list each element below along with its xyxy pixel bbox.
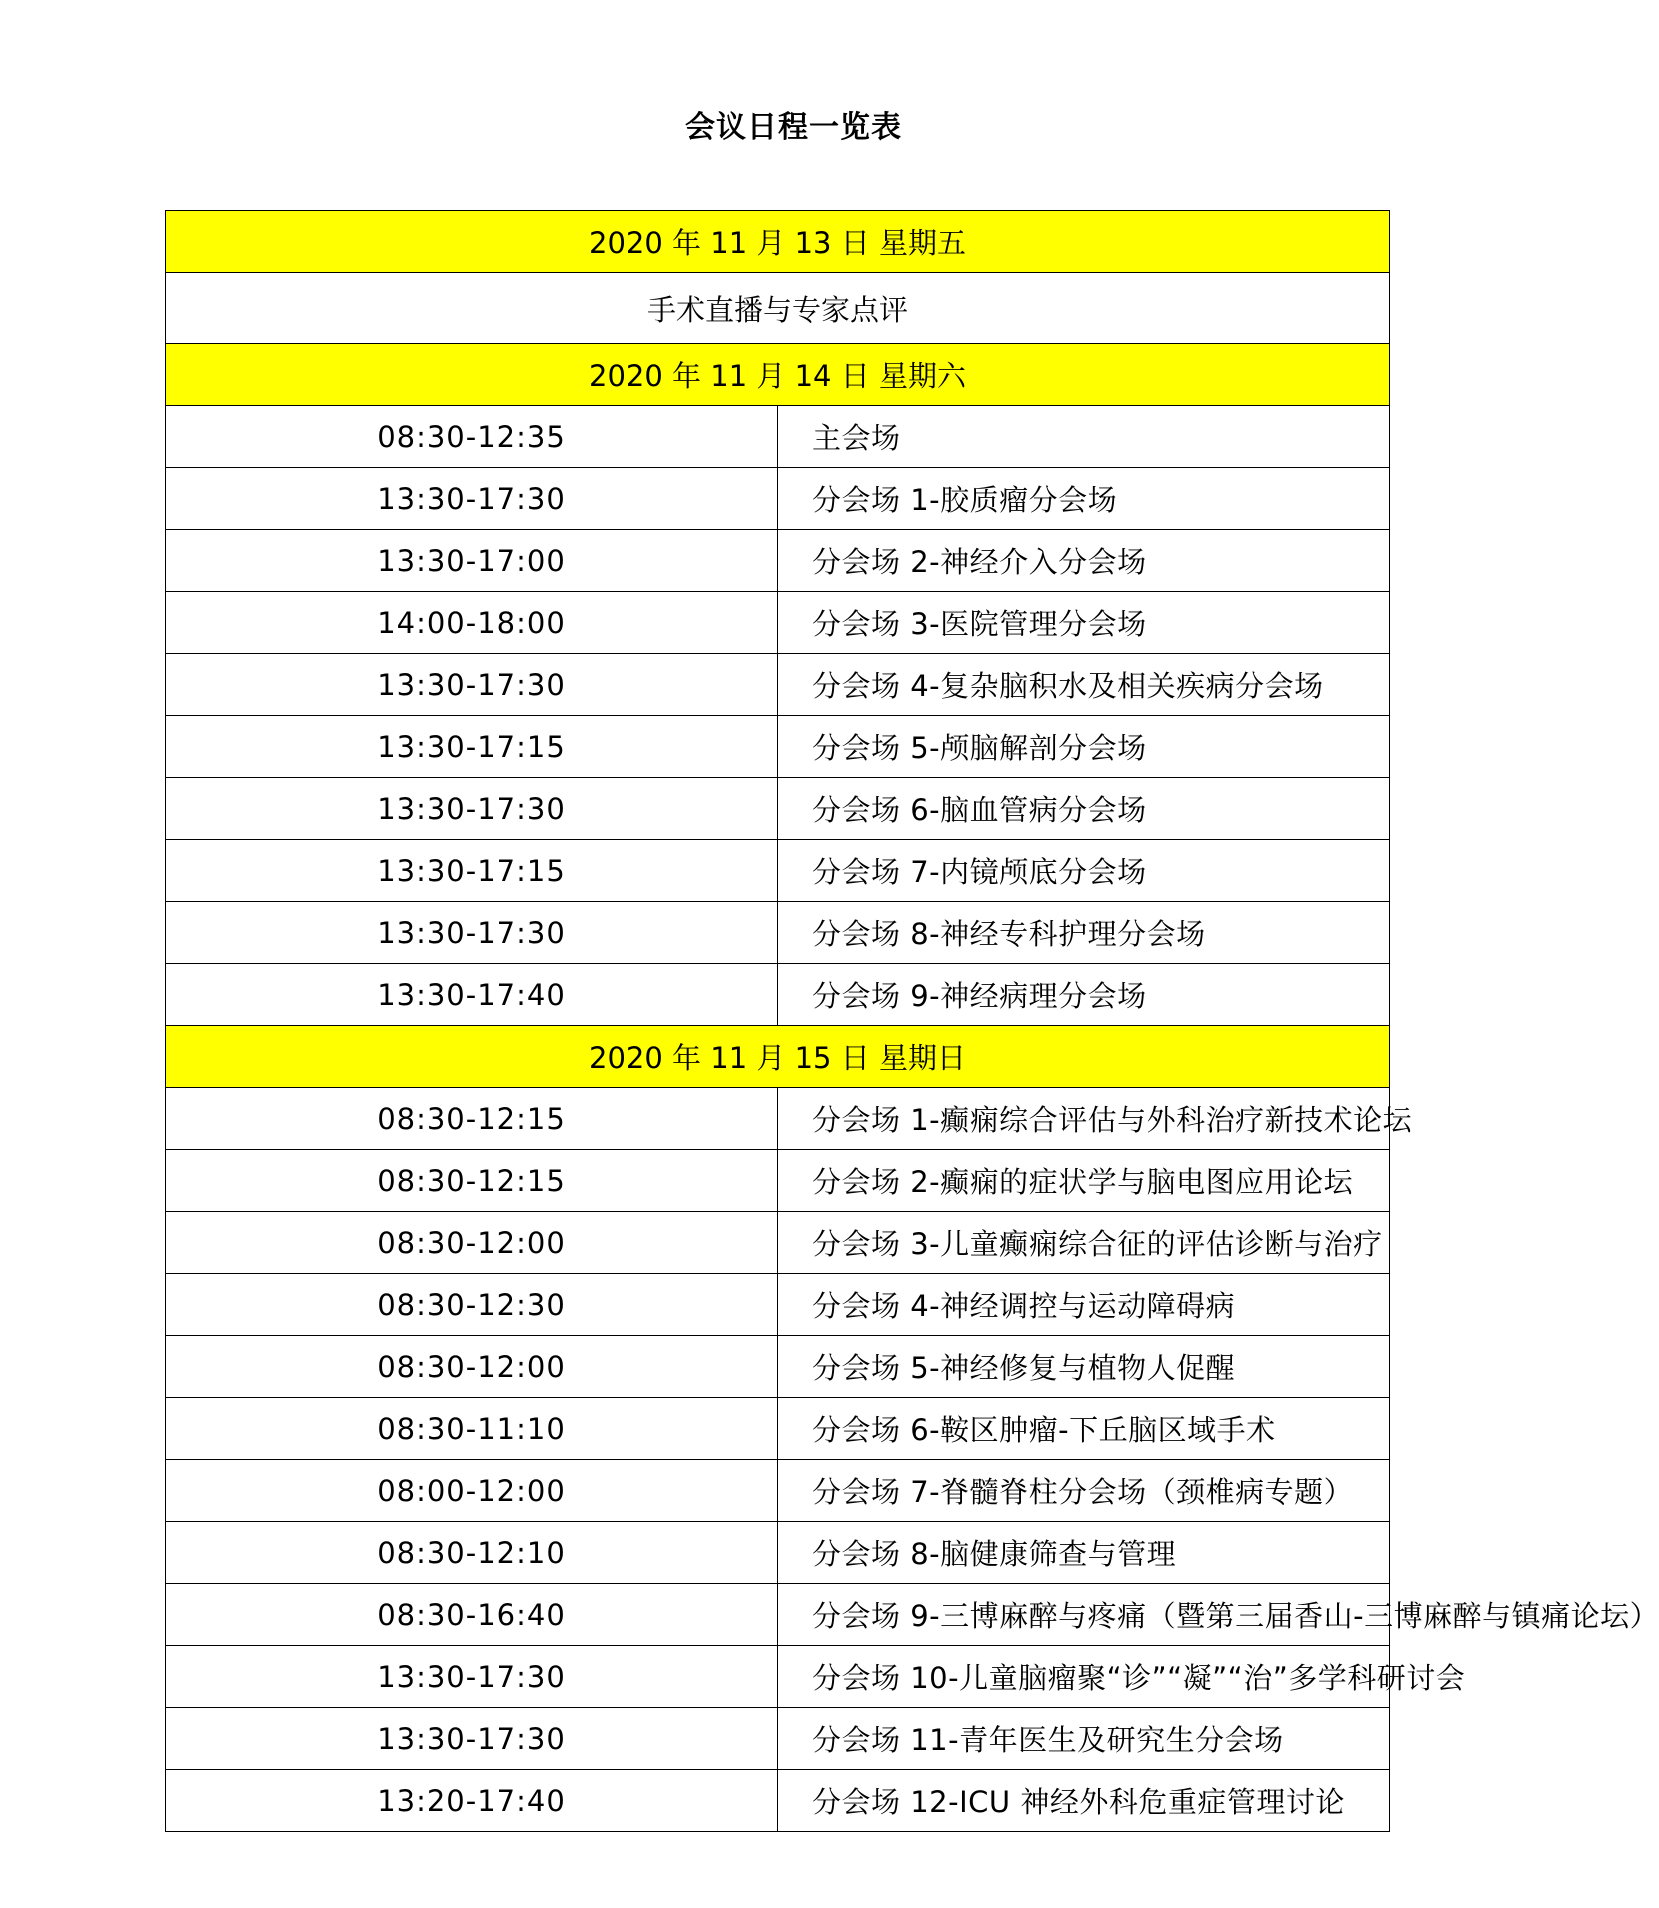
session-venue: 分会场 6-脑血管病分会场 [778,778,1390,840]
session-time: 13:30-17:00 [166,530,778,592]
session-time: 08:30-12:10 [166,1522,778,1584]
session-venue: 分会场 5-颅脑解剖分会场 [778,716,1390,778]
session-time: 08:30-12:00 [166,1212,778,1274]
session-row [166,1212,1390,1274]
session-venue: 分会场 10-儿童脑瘤聚“诊”“凝”“治”多学科研讨会 [778,1646,1390,1708]
day-header: 2020 年 11 月 13 日 星期五 [166,211,1390,273]
session-venue: 分会场 1-胶质瘤分会场 [778,468,1390,530]
session-time: 08:30-12:15 [166,1150,778,1212]
session-venue: 分会场 2-癫痫的症状学与脑电图应用论坛 [778,1150,1390,1212]
session-time: 08:30-12:00 [166,1336,778,1398]
session-row [166,1398,1390,1460]
page-title: 会议日程一览表 [685,110,902,145]
session-row [166,1274,1390,1336]
session-time: 13:30-17:30 [166,902,778,964]
session-row [166,840,1390,902]
session-row [166,406,1390,468]
session-venue: 分会场 2-神经介入分会场 [778,530,1390,592]
session-row [166,1708,1390,1770]
session-venue: 分会场 8-脑健康筛查与管理 [778,1522,1390,1584]
day-header: 2020 年 11 月 14 日 星期六 [166,344,1390,406]
session-time: 08:30-11:10 [166,1398,778,1460]
session-venue: 分会场 4-复杂脑积水及相关疾病分会场 [778,654,1390,716]
session-time: 13:30-17:30 [166,468,778,530]
session-time: 13:30-17:30 [166,778,778,840]
session-row [166,530,1390,592]
session-time: 13:30-17:30 [166,1646,778,1708]
session-venue: 分会场 9-神经病理分会场 [778,964,1390,1026]
session-row [166,1646,1390,1708]
day-note: 手术直播与专家点评 [166,273,1390,344]
session-time: 08:30-16:40 [166,1584,778,1646]
session-row [166,592,1390,654]
session-row [166,1088,1390,1150]
session-venue: 分会场 9-三博麻醉与疼痛（暨第三届香山-三博麻醉与镇痛论坛） [778,1584,1390,1646]
day-header-row [166,211,1390,273]
session-time: 08:30-12:30 [166,1274,778,1336]
session-row [166,1522,1390,1584]
session-venue: 分会场 3-医院管理分会场 [778,592,1390,654]
session-venue: 分会场 4-神经调控与运动障碍病 [778,1274,1390,1336]
schedule-table [165,210,1659,1832]
day-note-row [166,273,1390,344]
session-venue: 分会场 7-内镜颅底分会场 [778,840,1390,902]
day-header: 2020 年 11 月 15 日 星期日 [166,1026,1390,1088]
session-venue: 分会场 1-癫痫综合评估与外科治疗新技术论坛 [778,1088,1390,1150]
session-row [166,654,1390,716]
schedule-body [166,211,1659,1832]
session-venue: 分会场 8-神经专科护理分会场 [778,902,1390,964]
session-venue: 分会场 5-神经修复与植物人促醒 [778,1336,1390,1398]
day-header-row [166,1026,1390,1088]
session-venue: 分会场 11-青年医生及研究生分会场 [778,1708,1390,1770]
session-row [166,1584,1390,1646]
session-row [166,964,1390,1026]
session-venue: 分会场 12-ICU 神经外科危重症管理讨论 [778,1770,1390,1832]
session-time: 08:00-12:00 [166,1460,778,1522]
day-header-row [166,344,1390,406]
session-row [166,716,1390,778]
session-row [166,1336,1390,1398]
session-time: 13:20-17:40 [166,1770,778,1832]
session-time: 13:30-17:30 [166,654,778,716]
session-time: 08:30-12:15 [166,1088,778,1150]
session-venue: 分会场 6-鞍区肿瘤-下丘脑区域手术 [778,1398,1390,1460]
session-row [166,1770,1390,1832]
session-time: 13:30-17:15 [166,840,778,902]
session-time: 14:00-18:00 [166,592,778,654]
session-venue: 分会场 3-儿童癫痫综合征的评估诊断与治疗 [778,1212,1390,1274]
session-row [166,902,1390,964]
session-time: 13:30-17:40 [166,964,778,1026]
session-row [166,468,1390,530]
session-venue: 主会场 [778,406,1390,468]
session-time: 13:30-17:15 [166,716,778,778]
session-venue: 分会场 7-脊髓脊柱分会场（颈椎病专题） [778,1460,1390,1522]
session-time: 13:30-17:30 [166,1708,778,1770]
session-row [166,1150,1390,1212]
session-row [166,778,1390,840]
session-row [166,1460,1390,1522]
session-time: 08:30-12:35 [166,406,778,468]
